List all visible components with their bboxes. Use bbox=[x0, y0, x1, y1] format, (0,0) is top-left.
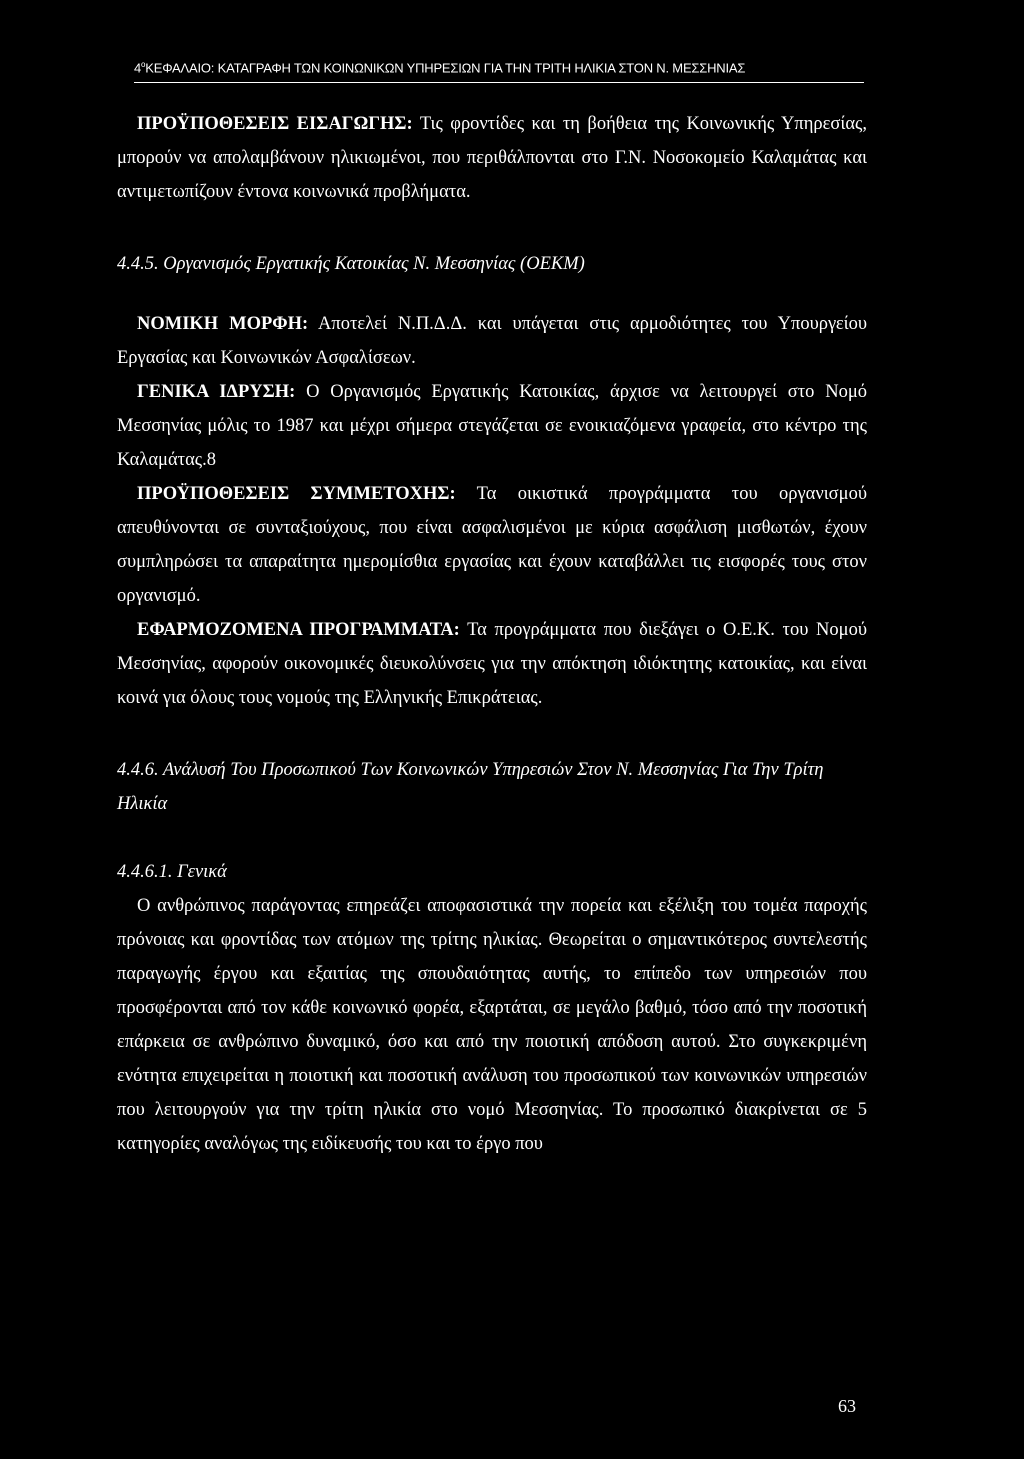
spacer bbox=[117, 209, 867, 247]
programs-text: Τα προγράμματα που διεξάγει ο Ο.Ε.Κ. του Νομού Μεσσηνίας, αφορούν οικονομικές διευκολύνσεις για την απόκτηση ιδιόκτητης κατοικίας, και είναι κοινά για όλους τους νομούς της Ελληνικής Επικράτειας. bbox=[117, 620, 867, 708]
participation-text: Τα οικιστικά προγράμματα του οργανισμού απευθύνονται σε συνταξιούχους, που είναι ασφαλισμένοι με κύρια ασφάλιση μισθωτών, έχουν συμπληρώσει τα απαραίτητα ημερομίσθια εργασίας και έχουν καταβάλλει τις εισφορές τους στον οργανισμό. bbox=[117, 484, 867, 606]
participation-label: ΠΡΟΫΠΟΘΕΣΕΙΣ ΣΥΜΜΕΤΟΧΗΣ: bbox=[137, 484, 456, 504]
chapter-number: 4 bbox=[134, 60, 142, 76]
spacer bbox=[117, 821, 867, 855]
founding-text: Ο Οργανισμός Εργατικής Κατοικίας, άρχισε να λειτουργεί στο Νομό Μεσσηνίας μόλις το 1987 και μέχρι σήμερα στεγάζεται σε ενοικιαζόμενα γραφεία, στο κέντρο της Καλαμάτας.8 bbox=[117, 382, 867, 470]
section-heading-445: 4.4.5. Οργανισμός Εργατικής Κατοικίας Ν. Μεσσηνίας (ΟΕΚΜ) bbox=[117, 254, 585, 274]
running-header bbox=[134, 60, 864, 75]
founding-paragraph bbox=[117, 375, 867, 477]
page-content bbox=[117, 107, 867, 1161]
participation-paragraph bbox=[117, 477, 867, 613]
section-heading-446: 4.4.6. Ανάλυσή Του Προσωπικού Των Κοινωνικών Υπηρεσιών Στον Ν. Μεσσηνίας Για Την Τρίτη Ηλικία bbox=[117, 760, 824, 814]
legal-form-text: Αποτελεί Ν.Π.Δ.Δ. και υπάγεται στις αρμοδιότητες του Υπουργείου Εργασίας και Κοινωνικών Ασφαλίσεων. bbox=[117, 314, 868, 368]
general-body-paragraph: Ο ανθρώπινος παράγοντας επηρεάζει αποφασιστικά την πορεία και εξέλιξη του τομέα παροχής πρόνοιας και φροντίδας των ατόμων της τρίτης ηλικίας. Θεωρείται ο σημαντικότερος συντελεστής παραγωγής έργου και εξαιτίας της σπουδαιότητας αυτής, το επίπεδο των υπηρεσιών που προσφέρονται από τον κάθε κοινωνικό φορέα, εξαρτάται, σε μεγάλο βαθμό, τόσο από την ποσοτική επάρκεια σε ανθρώπινο δυναμικό, όσο και από την ποιοτική απόδοση αυτού. Στο συγκεκριμένη ενότητα επιχειρείται η ποιοτική και ποσοτική ανάλυση του προσωπικού των κοινωνικών υπηρεσιών που λειτουργούν για την τρίτη ηλικία στο νομό Μεσσηνίας. Το προσωπικό διακρίνεται σε 5 κατηγορίες αναλόγως της ειδίκευσής του και το έργο που bbox=[117, 896, 867, 1154]
admission-requirements-paragraph bbox=[117, 107, 867, 209]
founding-label: ΓΕΝΙΚΑ ΙΔΡΥΣΗ: bbox=[137, 382, 296, 402]
running-header-text: ΚΕΦΑΛΑΙΟ: ΚΑΤΑΓΡΑΦΗ ΤΩΝ ΚΟΙΝΩΝΙΚΩΝ ΥΠΗΡΕΣΙΩΝ ΓΙΑ ΤΗΝ ΤΡΙΤΗ ΗΛΙΚΙΑ ΣΤΟΝ Ν. ΜΕΣΣΗΝΙΑΣ bbox=[145, 60, 746, 76]
spacer bbox=[117, 715, 867, 753]
programs-paragraph bbox=[117, 613, 867, 715]
section-heading-4461: 4.4.6.1. Γενικά bbox=[117, 862, 227, 882]
admission-requirements-text: Τις φροντίδες και τη βοήθεια της Κοινωνικής Υπηρεσίας, μπορούν να απολαμβάνουν ηλικιωμένοι, που περιθάλπονται στο Γ.Ν. Νοσοκομείο Καλαμάτας και αντιμετωπίζουν έντονα κοινωνικά προβλήματα. bbox=[117, 114, 868, 202]
chapter-ordinal: ο bbox=[141, 60, 146, 69]
admission-requirements-label: ΠΡΟΫΠΟΘΕΣΕΙΣ ΕΙΣΑΓΩΓΗΣ: bbox=[137, 114, 413, 134]
header-divider bbox=[134, 82, 864, 83]
programs-label: ΕΦΑΡΜΟΖΟΜΕΝΑ ΠΡΟΓΡΑΜΜΑΤΑ: bbox=[137, 620, 460, 640]
page-number: 63 bbox=[838, 1396, 856, 1416]
legal-form-label: ΝΟΜΙΚΗ ΜΟΡΦΗ: bbox=[137, 314, 309, 334]
spacer bbox=[117, 281, 867, 307]
legal-form-paragraph bbox=[117, 307, 867, 375]
